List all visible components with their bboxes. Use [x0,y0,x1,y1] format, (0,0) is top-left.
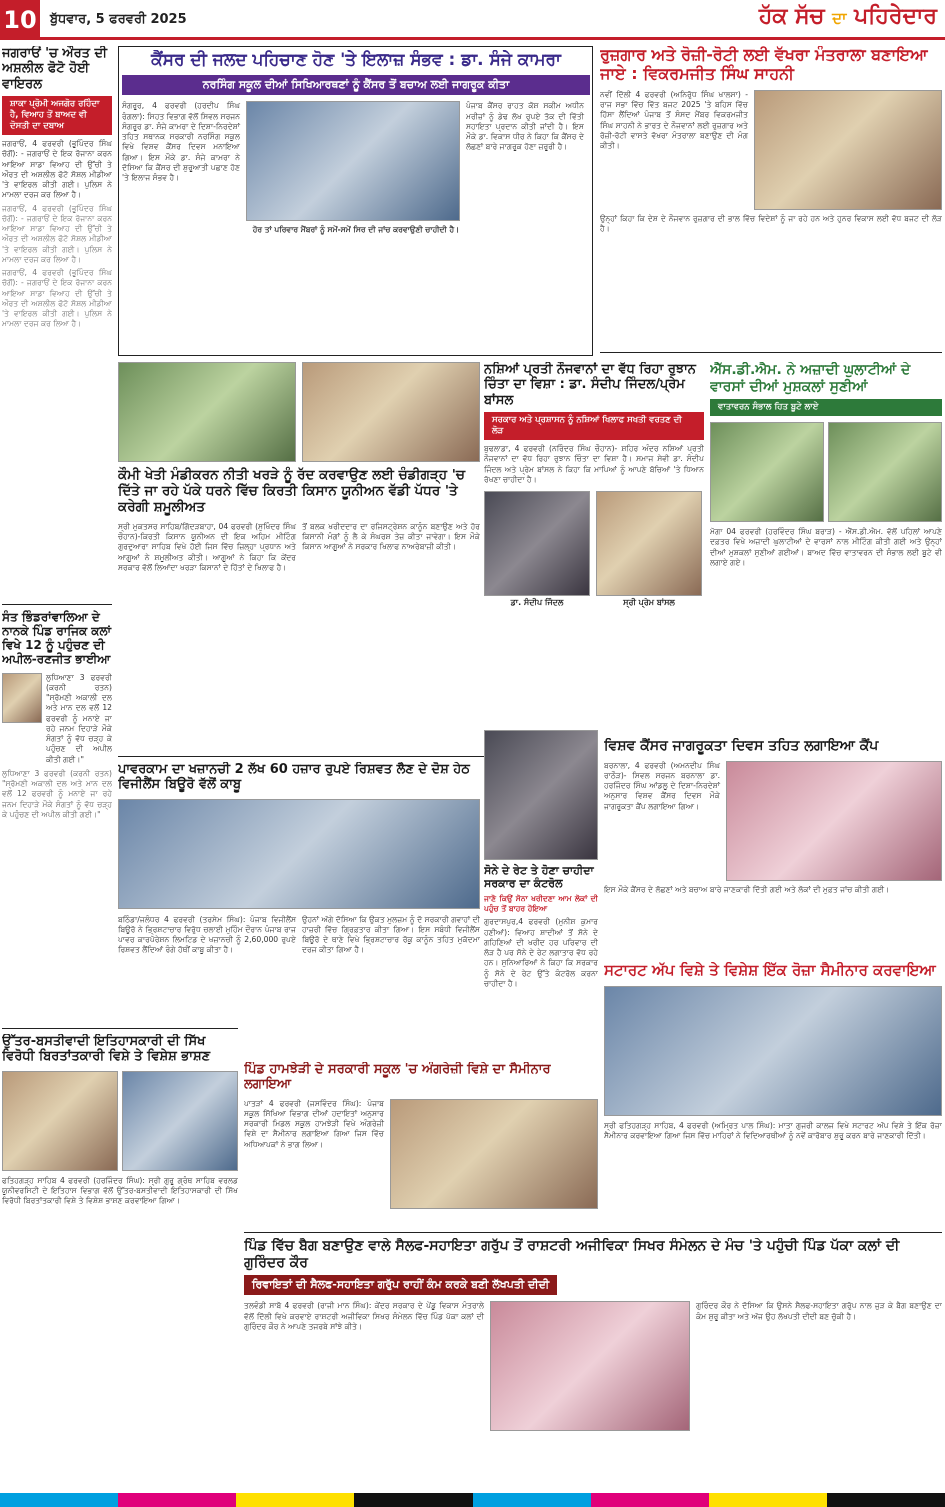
prem-caption: ਸ੍ਰੀ ਪ੍ਰੇਮ ਬਾਂਸਲ [623,598,675,608]
drugs-subhead: ਸਰਕਾਰ ਅਤੇ ਪ੍ਰਸ਼ਾਸਨ ਨੂੰ ਨਸ਼ਿਆਂ ਖਿਲਾਫ ਸਖਤੀ ਵਰਤਣ ਦੀ ਲੋੜ [484,412,704,440]
bottom-story [244,1238,942,1488]
vigilance-photo [118,799,480,909]
drugs-body: ਬੁਢਲਾਡਾ, 4 ਫਰਵਰੀ (ਨਰਿੰਦਰ ਸਿੰਘ ਚੌਹਾਨ)- ਸ਼ਹਿਰ ਅੰਦਰ ਨਸ਼ਿਆਂ ਪ੍ਰਤੀ ਨੌਜਵਾਨਾਂ ਦਾ ਵੱਧ ਰਿਹਾ ਰੁਝਾਨ ਚਿੰਤਾ ਦਾ ਵਿਸ਼ਾ ਹੈ। ਸਮਾਜ ਸੇਵੀ ਡਾ. ਸੰਦੀਪ ਜਿੰਦਲ ਅਤੇ ਪ੍ਰੇਮ ਬਾਂਸਲ ਨੇ ਕਿਹਾ ਕਿ ਮਾਪਿਆਂ ਨੂੰ ਆਪਣੇ ਬੱਚਿਆਂ 'ਤੇ ਧਿਆਨ ਰੱਖਣਾ ਚਾਹੀਦਾ ਹੈ। [484,444,704,484]
bottom-body: ਤਲਵੰਡੀ ਸਾਬੋ 4 ਫਰਵਰੀ (ਰਾਜੀ ਮਾਨ ਸਿੰਘ): ਕੇਂਦਰ ਸਰਕਾਰ ਦੇ ਪੇਂਡੂ ਵਿਕਾਸ ਮੰਤਰਾਲੇ ਵੱਲੋਂ ਦਿੱਲੀ ਵਿਖੇ ਕਰਵਾਏ ਰਾਸ਼ਟਰੀ ਅਜੀਵਿਕਾ ਸਿਖਰ ਸੰਮੇਲਨ ਵਿੱਚ ਪਿੰਡ ਪੱਕਾ ਕਲਾਂ ਦੀ ਗੁਰਿੰਦਰ ਕੌਰ ਨੇ ਆਪਣੇ ਤਜਰਬੇ ਸਾਂਝੇ ਕੀਤੇ। [244,1301,484,1331]
camp-body-2: ਇਸ ਮੌਕੇ ਕੈਂਸਰ ਦੇ ਲੱਛਣਾਂ ਅਤੇ ਬਚਾਅ ਬਾਰੇ ਜਾਣਕਾਰੀ ਦਿੱਤੀ ਗਈ ਅਤੇ ਲੋਕਾਂ ਦੀ ਮੁਫ਼ਤ ਜਾਂਚ ਕੀਤੀ ਗਈ। [604,884,890,894]
divider [244,1232,942,1233]
camp-story [604,738,942,958]
left-story-2-headline: ਸੰਤ ਭਿੰਡਰਾਂਵਾਲਿਆ ਦੇ ਨਾਨਕੇ ਪਿੰਡ ਰਾਜਿਕ ਕਲਾਂ ਵਿਖੇ 12 ਨੂੰ ਪਹੁੰਚਣ ਦੀ ਅਪੀਲ-ਰਣਜੀਤ ਭਾਈਆ [2,610,112,667]
brand-right: ਪਹਿਰੇਦਾਰ [854,4,937,29]
seminar-photo [604,986,942,1116]
left-story-1-body-repeat-2: ਜਗਰਾਓਂ, 4 ਫਰਵਰੀ (ਭੂਪਿੰਦਰ ਸਿੰਘ ਚੱਗੋਂ): - ਜਗਰਾਓਂ ਦੇ ਇਕ ਰੋਜਾਨਾ ਕਰਨ ਆਇਆ ਸਾਡਾ ਵਿਆਹ ਦੀ ਉੱਚੀ ਤੇ ਔਰਤ ਦੀ ਅਸ਼ਲੀਲ ਫੋਟੋ ਸੋਸ਼ਲ ਮੀਡੀਆ 'ਤੇ ਵਾਇਰਲ ਕੀਤੀ ਗਈ। ਪੁਲਿਸ ਨੇ ਮਾਮਲਾ ਦਰਜ ਕਰ ਲਿਆ ਹੈ। [2,268,112,329]
school-headline: ਪਿੰਡ ਹਾਮਝੇੜੀ ਦੇ ਸਰਕਾਰੀ ਸਕੂਲ 'ਚ ਅੰਗਰੇਜ਼ੀ ਵਿਸ਼ੇ ਦਾ ਸੈਮੀਨਾਰ ਲਗਾਇਆ [244,1062,551,1093]
sikh-body: ਫਤਿਹਗੜ੍ਹ ਸਾਹਿਬ 4 ਫਰਵਰੀ (ਹਰਜਿੰਦਰ ਸਿੰਘ): ਸ੍ਰੀ ਗੁਰੂ ਗ੍ਰੰਥ ਸਾਹਿਬ ਵਰਲਡ ਯੂਨੀਵਰਸਿਟੀ ਦੇ ਇਤਿਹਾਸ ਵਿਭਾਗ ਵੱਲੋਂ ਉੱਤਰ-ਬਸਤੀਵਾਦੀ ਇਤਿਹਾਸਕਾਰੀ ਦੀ ਸਿੱਖ ਵਿਰੋਧੀ ਬਿਰਤਾਂਤਕਾਰੀ ਵਿਸ਼ੇ ਤੇ ਵਿਸ਼ੇਸ਼ ਭਾਸ਼ਣ ਕਰਵਾਇਆ ਗਿਆ। [2,1175,238,1206]
bottom-subhead: ਰਿਵਾਇਤਾਂ ਦੀ ਸੈਲਫ-ਸਹਾਇਤਾ ਗਰੁੱਪ ਰਾਹੀਂ ਕੰਮ ਕਰਕੇ ਬਣੀ ਲੱਖਪਤੀ ਦੀਦੀ [244,1275,557,1295]
right-top-story [600,46,942,346]
farmers-story [118,362,480,752]
school-body: ਪਾਤੜਾਂ 4 ਫਰਵਰੀ (ਜਸਵਿੰਦਰ ਸਿੰਘ): ਪੰਜਾਬ ਸਕੂਲ ਸਿੱਖਿਆ ਵਿਭਾਗ ਦੀਆਂ ਹਦਾਇਤਾਂ ਅਨੁਸਾਰ ਸਰਕਾਰੀ ਮਿਡਲ ਸਕੂਲ ਹਾਮਝੇੜੀ ਵਿਖੇ ਅੰਗਰੇਜ਼ੀ ਵਿਸ਼ੇ ਦਾ ਸੈਮੀਨਾਰ ਲਗਾਇਆ ਗਿਆ ਜਿਸ ਵਿੱਚ ਅਧਿਆਪਕਾਂ ਨੇ ਭਾਗ ਲਿਆ। [244,1098,384,1149]
doctor-caption: ਡਾ. ਸੰਦੀਪ ਜਿੰਦਲ [510,598,564,608]
prem-photo [596,491,702,596]
gold-body: ਗੁਰਦਾਸਪੁਰ,4 ਫਰਵਰੀ (ਮੁਨੀਸ਼ ਕੁਮਾਰ ਹਣੀਆਂ): ਵਿਆਹ ਸ਼ਾਦੀਆਂ ਤੋਂ ਸੋਨੇ ਦੇ ਗਹਿਣਿਆਂ ਦੀ ਖਰੀਦ ਹਰ ਪਰਿਵਾਰ ਦੀ ਲੋੜ ਹੈ ਪਰ ਸੋਨੇ ਦੇ ਰੇਟ ਲਗਾਤਾਰ ਵੱਧ ਰਹੇ ਹਨ। ਸੁਨਿਆਰਿਆਂ ਨੇ ਕਿਹਾ ਕਿ ਸਰਕਾਰ ਨੂੰ ਸੋਨੇ ਦੇ ਰੇਟ ਉੱਤੇ ਕੰਟਰੋਲ ਕਰਨਾ ਚਾਹੀਦਾ ਹੈ। [484,917,598,988]
sdm-subhead: ਵਾਤਾਵਰਨ ਸੰਭਾਲ ਹਿਤ ਬੂਟੇ ਲਾਏ [710,399,942,416]
camp-body: ਬਰਨਾਲਾ, 4 ਫਰਵਰੀ (ਅਮਨਦੀਪ ਸਿੰਘ ਰਾਠੌੜ)- ਸਿਵਲ ਸਰਜਨ ਬਰਨਾਲਾ ਡਾ. ਹਰਜਿੰਦਰ ਸਿੰਘ ਆਂਡਲੂ ਦੇ ਦਿਸ਼ਾ-ਨਿਰਦੇਸ਼ਾਂ ਅਨੁਸਾਰ ਵਿਸ਼ਵ ਕੈਂਸਰ ਦਿਵਸ ਮੌਕੇ ਜਾਗਰੂਕਤਾ ਕੈਂਪ ਲਗਾਇਆ ਗਿਆ। [604,760,720,811]
gold-story [484,730,598,1060]
right-top-headline: ਰੁਜ਼ਗਾਰ ਅਤੇ ਰੋਜ਼ੀ-ਰੋਟੀ ਲਈ ਵੱਖਰਾ ਮੰਤਰਾਲਾ ਬਣਾਇਆ ਜਾਏ : ਵਿਕਰਮਜੀਤ ਸਿੰਘ ਸਾਹਨੀ [600,46,928,83]
vigilance-headline: ਪਾਵਰਕਾਮ ਦਾ ਖਜ਼ਾਨਚੀ 2 ਲੱਖ 60 ਹਜ਼ਾਰ ਰੁਪਏ ਰਿਸ਼ਵਤ ਲੈਣ ਦੇ ਦੋਸ਼ ਹੇਠ ਵਿਜੀਲੈਂਸ ਬਿਊਰੋ ਵੱਲੋਂ ਕਾਬੂ [118,762,470,793]
divider [600,352,942,353]
divider [2,1028,238,1029]
top-story-body: ਸੰਗਰੂਰ, 4 ਫਰਵਰੀ (ਹਰਦੀਪ ਸਿੰਘ ਰੰਗਲਾ): ਸਿਹਤ ਵਿਭਾਗ ਵੱਲੋਂ ਸਿਵਲ ਸਰਜਨ ਸੰਗਰੂਰ ਡਾ. ਸੰਜੇ ਕਾਮਰਾ ਦੇ ਦਿਸ਼ਾ-ਨਿਰਦੇਸ਼ਾਂ ਤਹਿਤ ਸਥਾਨਕ ਸਰਕਾਰੀ ਨਰਸਿੰਗ ਸਕੂਲ ਵਿਖੇ ਵਿਸ਼ਵ ਕੈਂਸਰ ਦਿਵਸ ਮਨਾਇਆ ਗਿਆ। ਇਸ ਮੌਕੇ ਡਾ. ਸੰਜੇ ਕਾਮਰਾ ਨੇ ਦੱਸਿਆ ਕਿ ਕੈਂਸਰ ਦੀ ਸ਼ੁਰੂਆਤੀ ਪਛਾਣ ਹੋਣ 'ਤੇ ਇਲਾਜ ਸੰਭਵ ਹੈ। [122,101,240,183]
newspaper-brand [759,4,937,29]
vigilance-body-2: ਉਹਨਾਂ ਅੱਗੇ ਦੱਸਿਆ ਕਿ ਉਕਤ ਮੁਲਜ਼ਮ ਨੂੰ ਦੋ ਸਰਕਾਰੀ ਗਵਾਹਾਂ ਦੀ ਹਾਜ਼ਰੀ ਵਿੱਚ ਗ੍ਰਿਫ਼ਤਾਰ ਕੀਤਾ ਗਿਆ। ਇਸ ਸਬੰਧੀ ਵਿਜੀਲੈਂਸ ਬਿਊਰੋ ਦੇ ਥਾਣੇ ਵਿਖੇ ਭ੍ਰਿਸ਼ਟਾਚਾਰ ਰੋਕੂ ਕਾਨੂੰਨ ਤਹਿਤ ਮੁਕੱਦਮਾ ਦਰਜ ਕੀਤਾ ਗਿਆ ਹੈ। [302,914,480,955]
sikh-story [2,1034,238,1334]
right-top-body-2: ਉਨ੍ਹਾਂ ਕਿਹਾ ਕਿ ਦੇਸ਼ ਦੇ ਨੌਜਵਾਨ ਰੁਜ਼ਗਾਰ ਦੀ ਭਾਲ ਵਿੱਚ ਵਿਦੇਸ਼ਾਂ ਨੂੰ ਜਾ ਰਹੇ ਹਨ ਅਤੇ ਹੁਨਰ ਵਿਕਾਸ ਲਈ ਵੱਧ ਬਜਟ ਦੀ ਲੋੜ ਹੈ। [600,213,942,233]
top-story-photo [246,101,460,221]
doctor-photo [484,491,590,596]
brand-left: ਹੱਕ ਸੱਚ [758,4,825,29]
left-story-1-body: ਜਗਰਾਓਂ, 4 ਫਰਵਰੀ (ਭੂਪਿੰਦਰ ਸਿੰਘ ਚੱਗੋਂ): - ਜਗਰਾਓਂ ਦੇ ਇਕ ਰੋਜਾਨਾ ਕਰਨ ਆਇਆ ਸਾਡਾ ਵਿਆਹ ਦੀ ਉੱਚੀ ਤੇ ਔਰਤ ਦੀ ਅਸ਼ਲੀਲ ਫੋਟੋ ਸੋਸ਼ਲ ਮੀਡੀਆ 'ਤੇ ਵਾਇਰਲ ਕੀਤੀ ਗਈ। ਪੁਲਿਸ ਨੇ ਮਾਮਲਾ ਦਰਜ ਕਰ ਲਿਆ ਹੈ। [2,139,112,200]
bottom-headline: ਪਿੰਡ ਵਿੱਚ ਬੈਗ ਬਣਾਉਣ ਵਾਲੇ ਸੈਲਫ-ਸਹਾਇਤਾ ਗਰੁੱਪ ਤੋਂ ਰਾਸ਼ਟਰੀ ਅਜੀਵਿਕਾ ਸਿਖਰ ਸੰਮੇਲਨ ਦੇ ਮੰਚ 'ਤੇ ਪਹੁੰਚੀ ਪਿੰਡ ਪੱਕਾ ਕਲਾਂ ਦੀ ਗੁਰਿੰਦਰ ਕੌਰ [244,1238,900,1271]
startup-story [604,962,942,1212]
left-story-1-body-repeat: ਜਗਰਾਓਂ, 4 ਫਰਵਰੀ (ਭੂਪਿੰਦਰ ਸਿੰਘ ਚੱਗੋਂ): - ਜਗਰਾਓਂ ਦੇ ਇਕ ਰੋਜਾਨਾ ਕਰਨ ਆਇਆ ਸਾਡਾ ਵਿਆਹ ਦੀ ਉੱਚੀ ਤੇ ਔਰਤ ਦੀ ਅਸ਼ਲੀਲ ਫੋਟੋ ਸੋਸ਼ਲ ਮੀਡੀਆ 'ਤੇ ਵਾਇਰਲ ਕੀਤੀ ਗਈ। ਪੁਲਿਸ ਨੇ ਮਾਮਲਾ ਦਰਜ ਕਰ ਲਿਆ ਹੈ। [2,203,112,264]
gold-subhead: ਜਾਣੋ ਕਿਉਂ ਸੋਨਾ ਖਰੀਦਣਾ ਆਮ ਲੋਕਾਂ ਦੀ ਪਹੁੰਚ ਤੋਂ ਬਾਹਰ ਹੋਇਆ [484,893,598,914]
farmers-photo-2 [302,362,480,462]
startup-body: ਸ੍ਰੀ ਫਤਿਹਗੜ੍ਹ ਸਾਹਿਬ, 4 ਫਰਵਰੀ (ਅਮ੍ਰਿਤ ਪਾਲ ਸਿੰਘ): ਮਾਤਾ ਗੁਜਰੀ ਕਾਲਜ ਵਿਖੇ ਸਟਾਰਟ ਅੱਪ ਵਿਸ਼ੇ ਤੇ ਇੱਕ ਰੋਜ਼ਾ ਸੈਮੀਨਾਰ ਕਰਵਾਇਆ ਗਿਆ ਜਿਸ ਵਿੱਚ ਮਾਹਿਰਾਂ ਨੇ ਵਿਦਿਆਰਥੀਆਂ ਨੂੰ ਨਵੇਂ ਕਾਰੋਬਾਰ ਸ਼ੁਰੂ ਕਰਨ ਬਾਰੇ ਜਾਣਕਾਰੀ ਦਿੱਤੀ। [604,1120,942,1140]
vigilance-story [118,762,480,1052]
sikh-headline: ਉੱਤਰ-ਬਸਤੀਵਾਦੀ ਇਤਿਹਾਸਕਾਰੀ ਦੀ ਸਿੱਖ ਵਿਰੋਧੀ ਬਿਰਤਾਂਤਕਾਰੀ ਵਿਸ਼ੇ ਤੇ ਵਿਸ਼ੇਸ਼ ਭਾਸ਼ਣ [2,1034,211,1065]
camp-photo [726,761,942,881]
classroom-photo [390,1099,598,1209]
masthead [0,0,945,40]
brand-mid: ਦਾ [832,9,847,27]
vigilance-body: ਬਠਿੰਡਾ/ਜਲੰਧਰ 4 ਫਰਵਰੀ (ਤਰਸੇਮ ਸਿੰਘ): ਪੰਜਾਬ ਵਿਜੀਲੈਂਸ ਬਿਊਰੋ ਨੇ ਭ੍ਰਿਸ਼ਟਾਚਾਰ ਵਿਰੁੱਧ ਚਲਾਈ ਮੁਹਿੰਮ ਦੌਰਾਨ ਪੰਜਾਬ ਰਾਜ ਪਾਵਰ ਕਾਰਪੋਰੇਸ਼ਨ ਲਿਮਟਿਡ ਦੇ ਖਜ਼ਾਨਚੀ ਨੂੰ 2,60,000 ਰੁਪਏ ਰਿਸ਼ਵਤ ਲੈਂਦਿਆਂ ਰੰਗੇ ਹੱਥੀਂ ਕਾਬੂ ਕੀਤਾ ਹੈ। [118,914,296,955]
drugs-story [484,362,704,722]
top-story-body-2: ਪੰਜਾਬ ਕੈਂਸਰ ਰਾਹਤ ਕੋਸ਼ ਸਕੀਮ ਅਧੀਨ ਮਰੀਜ਼ਾਂ ਨੂੰ ਡੇਢ ਲੱਖ ਰੁਪਏ ਤੱਕ ਦੀ ਵਿੱਤੀ ਸਹਾਇਤਾ ਪ੍ਰਦਾਨ ਕੀਤੀ ਜਾਂਦੀ ਹੈ। ਇਸ ਮੌਕੇ ਡਾ. ਵਿਕਾਸ ਧੀਰ ਨੇ ਕਿਹਾ ਕਿ ਕੈਂਸਰ ਦੇ ਲੱਛਣਾਂ ਬਾਰੇ ਜਾਗਰੂਕ ਹੋਣਾ ਜ਼ਰੂਰੀ ਹੈ। [466,101,584,152]
top-story [122,50,590,355]
left-story-2-body: ਲੁਧਿਆਣਾ 3 ਫਰਵਰੀ (ਕਰਨੀ ਰਤਨ) "ਸ੍ਰੋਮਣੀ ਅਕਾਲੀ ਦਲ ਅਤੇ ਮਾਨ ਦਲ ਵਲੋਂ 12 ਫਰਵਰੀ ਨੂੰ ਮਨਾਏ ਜਾ ਰਹੇ ਜਨਮ ਦਿਹਾੜੇ ਮੌਕੇ ਸੰਗਤਾਂ ਨੂੰ ਵੱਧ ਚੜ੍ਹ ਕੇ ਪਹੁੰਚਣ ਦੀ ਅਪੀਲ ਕੀਤੀ ਗਈ।" [46,672,112,764]
drugs-headline: ਨਸ਼ਿਆਂ ਪ੍ਰਤੀ ਨੌਜਵਾਨਾਂ ਦਾ ਵੱਧ ਰਿਹਾ ਰੁਝਾਨ ਚਿੰਤਾ ਦਾ ਵਿਸ਼ਾ : ਡਾ. ਸੰਦੀਪ ਜਿੰਦਲ/ਪ੍ਰੇਮ ਬਾਂਸਲ [484,362,696,408]
summit-photo [490,1301,690,1431]
farmers-body-2: ਤੋਂ ਬਲਕ ਖਰੀਦਦਾਰ ਦਾ ਰਜਿਸਟ੍ਰੇਸ਼ਨ ਕਾਨੂੰਨ ਬਣਾਉਣ ਅਤੇ ਹੋਰ ਕਿਸਾਨੀ ਮੰਗਾਂ ਨੂੰ ਲੈ ਕੇ ਸੰਘਰਸ਼ ਤੇਜ਼ ਕੀਤਾ ਜਾਵੇਗਾ। ਇਸ ਮੌਕੇ ਕਿਸਾਨ ਆਗੂਆਂ ਨੇ ਸਰਕਾਰ ਖਿਲਾਫ ਨਾਅਰੇਬਾਜ਼ੀ ਕੀਤੀ। [302,521,480,552]
sahni-photo [754,90,942,210]
gold-headline: ਸੋਨੇ ਦੇ ਰੇਟ ਤੇ ਹੋਣਾ ਚਾਹੀਦਾ ਸਰਕਾਰ ਦਾ ਕੰਟਰੋਲ [484,864,594,890]
left-story-1-headline: ਜਗਰਾਓਂ 'ਚ ਔਰਤ ਦੀ ਅਸ਼ਲੀਲ ਫੋਟੋ ਹੋਈ ਵਾਇਰਲ [2,46,107,92]
school-story [244,1062,598,1232]
issue-date: ਬੁੱਧਵਾਰ, 5 ਫਰਵਰੀ 2025 [50,12,187,27]
top-story-headline: ਕੈਂਸਰ ਦੀ ਜਲਦ ਪਹਿਚਾਣ ਹੋਣ 'ਤੇ ਇਲਾਜ਼ ਸੰਭਵ : ਡਾ. ਸੰਜੇ ਕਾਮਰਾ [151,50,561,70]
left-story-2-body-repeat: ਲੁਧਿਆਣਾ 3 ਫਰਵਰੀ (ਕਰਨੀ ਰਤਨ) "ਸ੍ਰੋਮਣੀ ਅਕਾਲੀ ਦਲ ਅਤੇ ਮਾਨ ਦਲ ਵਲੋਂ 12 ਫਰਵਰੀ ਨੂੰ ਮਨਾਏ ਜਾ ਰਹੇ ਜਨਮ ਦਿਹਾੜੇ ਮੌਕੇ ਸੰਗਤਾਂ ਨੂੰ ਵੱਧ ਚੜ੍ਹ ਕੇ ਪਹੁੰਚਣ ਦੀ ਅਪੀਲ ਕੀਤੀ ਗਈ।" [2,768,112,819]
farmers-headline: ਕੌਮੀ ਖੇਤੀ ਮੰਡੀਕਰਨ ਨੀਤੀ ਖਰੜੇ ਨੂੰ ਰੱਦ ਕਰਵਾਉਣ ਲਈ ਚੰਡੀਗੜ੍ਹ 'ਚ ਦਿੱਤੇ ਜਾ ਰਹੇ ਪੱਕੇ ਧਰਨੇ ਵਿੱਚ ਕਿਰਤੀ ਕਿਸਾਨ ਯੂਨੀਅਨ ਵੱਡੀ ਪੱਧਰ 'ਤੇ ਕਰੇਗੀ ਸ਼ਮੂਲੀਅਤ [118,467,465,515]
sdm-story [710,362,942,732]
farmers-photo-1 [118,362,296,462]
left-story-1 [2,46,112,616]
right-top-body: ਨਵੀਂ ਦਿੱਲੀ 4 ਫਰਵਰੀ (ਅਨਿਰੁੱਧ ਸਿੰਘ ਖਾਲਸਾ) - ਰਾਜ ਸਭਾ ਵਿੱਚ ਵਿੱਤ ਬਜਟ 2025 'ਤੇ ਬਹਿਸ ਵਿੱਚ ਹਿੱਸਾ ਲੈਂਦਿਆਂ ਪੰਜਾਬ ਤੋਂ ਸੰਸਦ ਮੈਂਬਰ ਵਿਕਰਮਜੀਤ ਸਿੰਘ ਸਾਹਨੀ ਨੇ ਭਾਰਤ ਦੇ ਨੌਜਵਾਨਾਂ ਲਈ ਰੁਜ਼ਗਾਰ ਅਤੇ ਰੋਜ਼ੀ-ਰੋਟੀ ਵਾਸਤੇ ਵੱਖਰਾ ਮੰਤਰਾਲਾ ਬਣਾਉਣ ਦੀ ਮੰਗ ਕੀਤੀ। [600,89,748,150]
lecture-photo-2 [122,1071,238,1171]
gold-shop-photo [484,730,598,860]
top-story-photo-caption: ਹੋਰ ਤਾਂ ਪਰਿਵਾਰ ਮੈਂਬਰਾਂ ਨੂੰ ਸਮੇਂ-ਸਮੇਂ ਸਿਰ ਦੀ ਜਾਂਚ ਕਰਵਾਉਣੀ ਚਾਹੀਦੀ ਹੈ। [252,225,460,235]
lecture-photo-1 [2,1071,118,1171]
print-color-bar [0,1493,945,1507]
left-story-2 [2,610,112,1020]
camp-headline: ਵਿਸ਼ਵ ਕੈਂਸਰ ਜਾਗਰੂਕਤਾ ਦਿਵਸ ਤਹਿਤ ਲਗਾਇਆ ਕੈਂਪ [604,738,879,754]
page-number: 10 [0,0,40,40]
startup-headline: ਸਟਾਰਟ ਅੱਪ ਵਿਸ਼ੇ ਤੇ ਵਿਸ਼ੇਸ਼ ਇੱਕ ਰੋਜ਼ਾ ਸੈਮੀਨਾਰ ਕਰਵਾਇਆ [604,962,936,979]
sdm-body: ਮੋਗਾ 04 ਫਰਵਰੀ (ਹਰਵਿੰਦਰ ਸਿੰਘ ਬਰਾੜ) - ਐੱਸ.ਡੀ.ਐਮ. ਵੱਲੋਂ ਪਹਿਲਾਂ ਆਪਣੇ ਦਫ਼ਤਰ ਵਿਖੇ ਅਜ਼ਾਦੀ ਘੁਲਾਟੀਆਂ ਦੇ ਵਾਰਸਾਂ ਨਾਲ ਮੀਟਿੰਗ ਕੀਤੀ ਗਈ ਅਤੇ ਉਨ੍ਹਾਂ ਦੀਆਂ ਮੁਸ਼ਕਲਾਂ ਸੁਣੀਆਂ ਗਈਆਂ। ਬਾਅਦ ਵਿੱਚ ਵਾਤਾਵਰਨ ਦੀ ਸੰਭਾਲ ਲਈ ਬੂਟੇ ਵੀ ਲਗਾਏ ਗਏ। [710,527,942,567]
sdm-headline: ਐੱਸ.ਡੀ.ਐਮ. ਨੇ ਅਜ਼ਾਦੀ ਘੁਲਾਟੀਆਂ ਦੇ ਵਾਰਸਾਂ ਦੀਆਂ ਮੁਸ਼ਕਲਾਂ ਸੁਣੀਆਂ [710,362,911,395]
tree-photo-1 [710,422,824,522]
top-story-subhead: ਨਰਸਿੰਗ ਸਕੂਲ ਦੀਆਂ ਸਿਖਿਆਰਥਣਾਂ ਨੂੰ ਕੈਂਸਰ ਤੋਂ ਬਚਾਅ ਲਈ ਜਾਗਰੂਕ ਕੀਤਾ [122,75,590,95]
divider [2,604,112,605]
tree-photo-2 [828,422,942,522]
bottom-body-2: ਗੁਰਿੰਦਰ ਕੌਰ ਨੇ ਦੱਸਿਆ ਕਿ ਉਸਨੇ ਸੈਲਫ-ਸਹਾਇਤਾ ਗਰੁੱਪ ਨਾਲ ਜੁੜ ਕੇ ਬੈਗ ਬਣਾਉਣ ਦਾ ਕੰਮ ਸ਼ੁਰੂ ਕੀਤਾ ਅਤੇ ਅੱਜ ਉਹ ਲੱਖਪਤੀ ਦੀਦੀ ਬਣ ਚੁੱਕੀ ਹੈ। [696,1301,942,1321]
farmers-body: ਸ੍ਰੀ ਮੁਕਤਸਰ ਸਾਹਿਬ/ਗਿੱਦੜਬਾਹਾ, 04 ਫਰਵਰੀ (ਸੁਖਿੰਦਰ ਸਿੰਘ ਚੌਹਾਨ)-ਕਿਰਤੀ ਕਿਸਾਨ ਯੂਨੀਅਨ ਦੀ ਇਕ ਅਹਿਮ ਮੀਟਿੰਗ ਗੁਰਦੁਆਰਾ ਸਾਹਿਬ ਵਿਖੇ ਹੋਈ ਜਿਸ ਵਿੱਚ ਜ਼ਿਲ੍ਹਾ ਪ੍ਰਧਾਨ ਅਤੇ ਆਗੂਆਂ ਨੇ ਸ਼ਮੂਲੀਅਤ ਕੀਤੀ। ਆਗੂਆਂ ਨੇ ਕਿਹਾ ਕਿ ਕੇਂਦਰ ਸਰਕਾਰ ਵੱਲੋਂ ਲਿਆਂਦਾ ਖਰੜਾ ਕਿਸਾਨਾਂ ਦੇ ਹਿੱਤਾਂ ਦੇ ਖਿਲਾਫ ਹੈ। [118,521,296,572]
reporter-photo [2,673,42,723]
left-story-1-kicker: ਸ਼ਾਕਾ ਪ੍ਰੋਮੀ ਅਜਗੋਰ ਰਹਿੰਦਾ ਹੈ, ਵਿਆਹ ਤੋਂ ਬਾਅਦ ਵੀ ਦੋਸਤੀ ਦਾ ਦਬਾਅ [2,96,112,135]
